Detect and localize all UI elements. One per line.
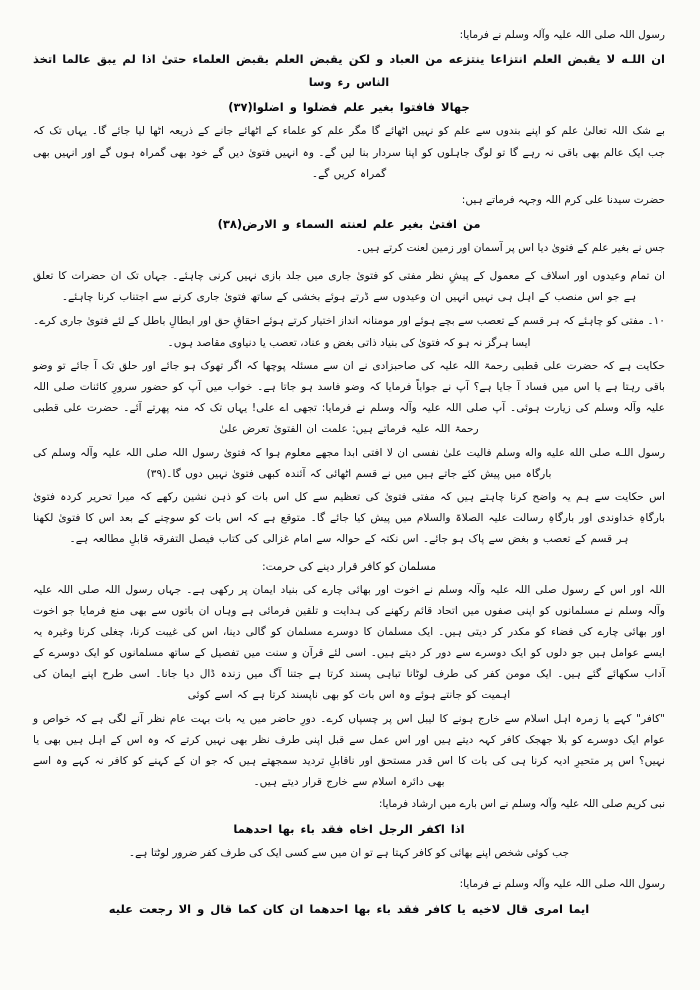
hadith-quote-2: من افتىٰ بغير علم لعنته السماء و الارض(٣٨) xyxy=(217,217,481,232)
paragraph-arabic-oath: رسول اللـه صلى الله عليه واله وسلم فالیت علىٰ نفسى ان لا افتى ابدا مجھے معلوم ہوا کہ فتویٰ رسول اللہ صلی اللہ علیہ وآلہ وسلم کی بارگاہ میں پیش کئے جاتے ہیں میں نے قسم اٹھائی کہ آئندہ کبھی فتویٰ نہیں دوں گا۔(٣٩) xyxy=(33,446,665,480)
hadith-translation-4: جب کوئی شخص اپنے بھائی کو کافر کہتا ہے تو ان میں سے کسی ایک کی طرف کفر ضرور لوٹتا ہے۔ xyxy=(128,846,570,859)
paragraph-kafir-label: "کافر" کہے یا زمرہ اہل اسلام سے خارج ہونے کا لیبل اس پر چسپاں کرے۔ دورِ حاضر میں یہ بات بہت عام نظر آنے لگی ہے کہ خواص و عوام ایک دوسرے کو بلا جھجک کافر کہہ دیتے ہیں اور اس عمل سے قبل اپنی طرف نظر بھی نہیں کرتے کہ وہ اس کے اہل ہیں بھی یا نہیں؟ اس پر متحیرِ ادیہ کرنا ہی کی بات کا اس قدر مستحق اور ناقابلِ تردید سمجھتے ہیں کہ جو ان کے کہنے کو کافر نہ کہے وہ اسے بھی دائرہ اسلام سے خارج قرار دیتے ہیں۔ xyxy=(33,712,665,789)
spacer xyxy=(33,866,665,875)
paragraph-story-conclusion: اس حکایت سے ہم یہ واضح کرنا چاہتے ہیں کہ مفتی فتویٰ کی تعظیم سے کل اس بات کو ذہن نشین رکھے کہ میرا تحریر کردہ فتویٰ بارگاہِ خداوندی اور بارگاہِ رسالت علیہ الصلاۃ والسلام میں پیش کیا جائے گا۔ متوقع ہے کہ اس بات کو سوچنے کے بعد اس کا فتویٰ لکھنا ہر قسم کے تعصب و بغض سے پاک ہو جائے۔ اس نکتہ کے حوالہ سے امام غزالی کی کتاب فیصل التفرقہ قابلِ مطالعہ ہے۔ xyxy=(33,490,665,546)
paragraph-fatwa-caution: ان تمام وعیدوں اور اسلاف کے معمول کے پیشِ نظر مفتی کو فتویٰ جاری میں جلد بازی نہیں کرنی چاہئے۔ جہاں تک ان حضرات کا تعلق ہے جو اس منصب کے اہل ہی نہیں انہیں ان وعیدوں سے ڈرتے ہوئے بخشی کے ساتھ فتویٰ جاری کرنے سے اجتناب کرنا چاہئے۔ xyxy=(33,270,665,304)
paragraph-numbered-10: ١٠۔ مفتی کو چاہئے کہ ہر قسم کے تعصب سے بچے ہوئے اور مومنانہ انداز اختیار کرتے ہوئے احقاقِ حق اور ابطالِ باطل کے لئے فتویٰ جاری کرے۔ ایسا ہرگز نہ ہو کہ فتویٰ کی بنیاد ذاتی بغض و عناد، تعصب یا دنیاوی مقاصد ہوں۔ xyxy=(33,315,665,349)
hadith-translation-2: جس نے بغیر علم کے فتویٰ دیا اس پر آسمان اور زمین لعنت کرتے ہیں۔ xyxy=(355,242,665,255)
hadith-quote-1-line-2: جهالا فافتوا بغير علم فضلوا و اضلوا(٣٧) xyxy=(228,100,470,115)
hadith-quote-4: اذا اكفر الرجل اخاه فقد باء بها احدهما xyxy=(233,821,465,836)
hadith-translation-1: بے شک اللہ تعالیٰ علم کو اپنے بندوں سے علم کو نہیں اٹھائے گا مگر علم کو علماء کے اٹھائے جانے کے ذریعہ اٹھا لیا جائے گا۔ یہاں تک کہ جب ایک عالم بھی باقی نہ رہے گا تو لوگ جاہلوں کو اپنا سردار بنا لیں گے۔ وہ انہیں فتویٰ دیں گے خود بھی گمراہ ہوں گے اور انہیں بھی گمراہ کریں گے۔ xyxy=(33,125,665,180)
hadith-quote-5: ايما امرى قال لاخيه يا كافر فقد باء بها احدهما ان كان كما قال و الا رجعت عليه xyxy=(108,901,590,916)
narration-intro-2: حضرت سیدنا علی کرم اللہ وجہہ فرماتے ہیں: xyxy=(461,193,665,206)
document-body xyxy=(33,26,665,921)
hadith-quote-1-line-1: ان اللـه لا يقبض العلم انتزاعا ينتزعه من العباد و لكن يقبض العلم بقبض العلماء حتىٰ اذا لم يبق عالما اتخذ الناس رء وسا xyxy=(33,52,665,90)
narration-intro-4: رسول اللہ صلی اللہ علیہ وآلہ وسلم نے فرمایا: xyxy=(459,878,665,891)
section-heading-takfir: مسلمان کو کافر قرار دینے کی حرمت: xyxy=(261,559,437,573)
paragraph-brotherhood: اللہ اور اس کے رسول صلی اللہ علیہ وآلہ وسلم نے اخوت اور بھائی چارے کی بنیاد ایمان پر رکھی ہے۔ جہاں رسول اللہ صلی اللہ علیہ وآلہ وسلم نے مسلمانوں کو اپنی صفوں میں اتحاد قائم رکھنے کی ہدایت و تلقین فرمائی ہے وہاں ان باتوں سے بھی منع فرمایا جو اخوت اور بھائی چارے کی فضاء کو مکدر کر دیتی ہیں۔ ایک مسلمان کا دوسرے مسلمان کو گالی دینا، اس کی غیبت کرنا، چغلی کرنا وغیرہ یہ ایسے عوامل ہیں جو دلوں کو ایک دوسرے سے دور کر دیتے ہیں۔ اسی لئے قرآن و سنت میں تفصیل کے ساتھ مسلمانوں کو ایک دوسرے کے آداب سکھائے گئے ہیں۔ ایک مومن کفر کی طرف لوٹانا تباہی پسند کرتا ہے جتنا آگ میں زندہ ڈال دیا جانا۔ اسی طرح اپنے ایمان کی اہمیت کو جانتے ہوئے وہ اس بات کو بھی ناپسند کرتا ہے کہ اسے کوئی xyxy=(33,583,665,702)
narration-intro-3: نبی کریم صلی اللہ علیہ وآلہ وسلم نے اس بارے میں ارشاد فرمایا: xyxy=(378,798,665,811)
paragraph-story-qutbi: حکایت ہے کہ حضرت علی قطبی رحمۃ اللہ علیہ کی صاحبزادی نے ان سے مسئلہ پوچھا کہ اگر تھوک ہو جائے اور حلق تک آ جائے تو وضو باقی رہتا ہے یا اس میں فساد آ جایا ہے؟ آپ نے جواباً فرمایا کہ وضو فاسد ہو جاتا ہے۔ خواب میں آپ کو حضور سرورِ کائنات صلی اللہ علیہ وآلہ وسلم کی زیارت ہوئی۔ آپ صلی اللہ علیہ وآلہ وسلم نے فرمایا: تجھی اے علی! یہاں تک کہ منہ پھرتے آئے۔ حضرت علی قطبی رحمۃ اللہ علیہ فرماتے ہیں: علمت ان الفتوىٰ تعرض علىٰ xyxy=(33,359,665,436)
narration-intro-1: رسول اللہ صلی اللہ علیہ وآلہ وسلم نے فرمایا: xyxy=(459,29,665,41)
